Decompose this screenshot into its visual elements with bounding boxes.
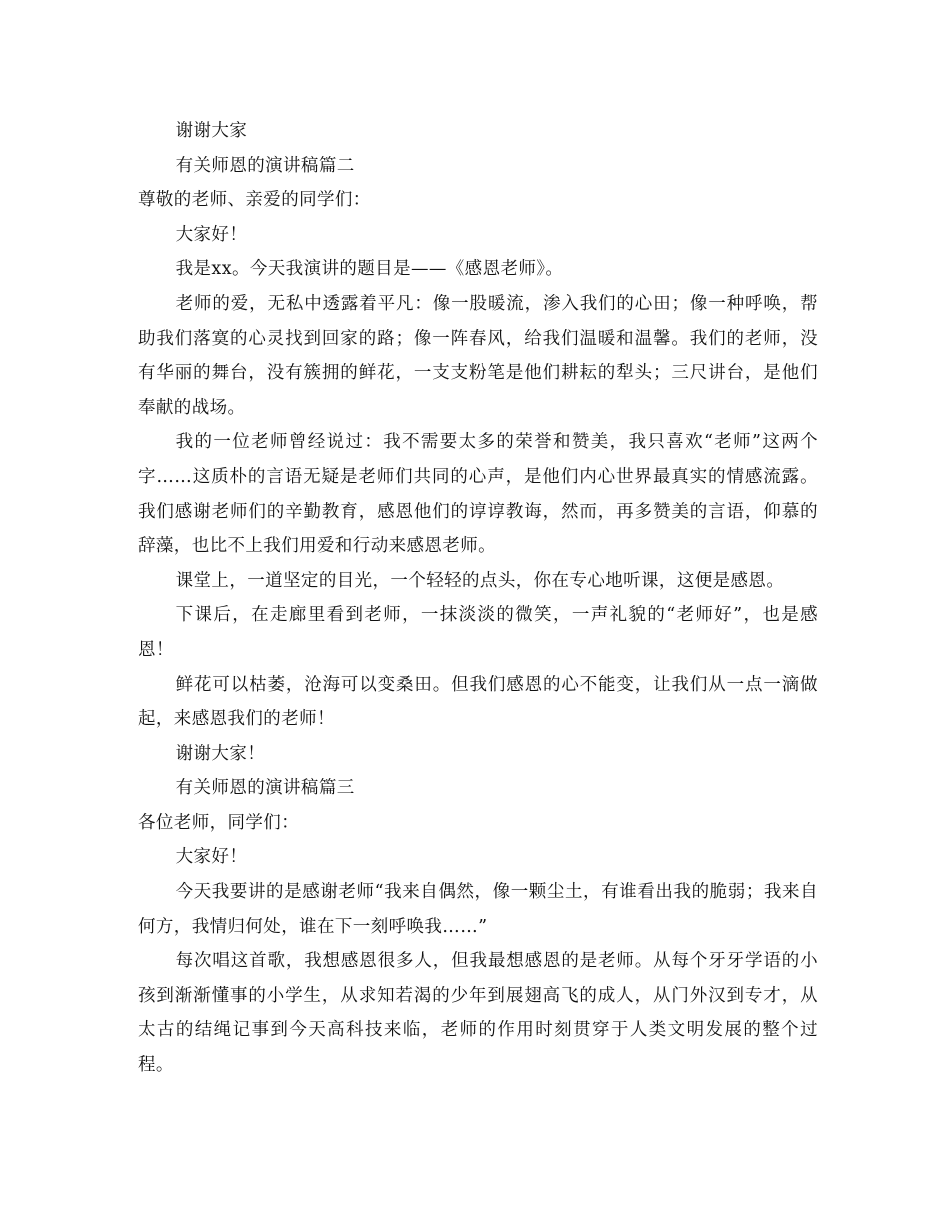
salutation-2: 尊敬的老师、亲爱的同学们： xyxy=(138,190,371,211)
greeting-3: 大家好！ xyxy=(175,847,248,868)
greeting-2: 大家好！ xyxy=(175,224,248,245)
body-paragraph: 鲜花可以枯萎，沧海可以变桑田。但我们感恩的心不能变，让我们从一点一滴做起，来感恩我们的老师！ xyxy=(138,674,818,730)
document-body xyxy=(138,114,818,1083)
body-paragraph: 每次唱这首歌，我想感恩很多人，但我最想感恩的是老师。从每个牙牙学语的小孩到渐渐懂事的小学生，从求知若渴的少年到展翅高飞的成人，从门外汉到专才，从太古的结绳记事到今天高科技来临，老师的作用时刻贯穿于人类文明发展的整个过程。 xyxy=(138,951,818,1076)
salutation-3: 各位老师，同学们： xyxy=(138,812,300,833)
intro-2: 我是xx。今天我演讲的题目是——《感恩老师》。 xyxy=(175,259,564,280)
section-title-2: 有关师恩的演讲稿篇二 xyxy=(175,155,355,176)
body-paragraph: 老师的爱，无私中透露着平凡：像一股暖流，渗入我们的心田；像一种呼唤，帮助我们落寞的心灵找到回家的路；像一阵春风，给我们温暖和温馨。我们的老师，没有华丽的舞台，没有簇拥的鲜花，一支支粉笔是他们耕耘的犁头；三尺讲台，是他们奉献的战场。 xyxy=(138,293,818,418)
closing-thanks: 谢谢大家 xyxy=(175,121,248,141)
closing-thanks-2: 谢谢大家！ xyxy=(175,743,266,764)
section-title-3: 有关师恩的演讲稿篇三 xyxy=(175,778,355,799)
body-paragraph: 我的一位老师曾经说过：我不需要太多的荣誉和赞美，我只喜欢“老师”这两个字……这质朴的言语无疑是老师们共同的心声，是他们内心世界最真实的情感流露。我们感谢老师们的辛勤教育，感恩他们的谆谆教诲，然而，再多赞美的言语，仰慕的辞藻，也比不上我们用爱和行动来感恩老师。 xyxy=(138,432,818,557)
body-paragraph: 今天我要讲的是感谢老师“我来自偶然，像一颗尘土，有谁看出我的脆弱；我来自何方，我情归何处，谁在下一刻呼唤我……” xyxy=(138,882,818,937)
body-paragraph: 课堂上，一道坚定的目光，一个轻轻的点头，你在专心地听课，这便是感恩。 xyxy=(175,570,785,591)
body-paragraph: 下课后，在走廊里看到老师，一抹淡淡的微笑，一声礼貌的“老师好”，也是感恩！ xyxy=(138,605,818,660)
